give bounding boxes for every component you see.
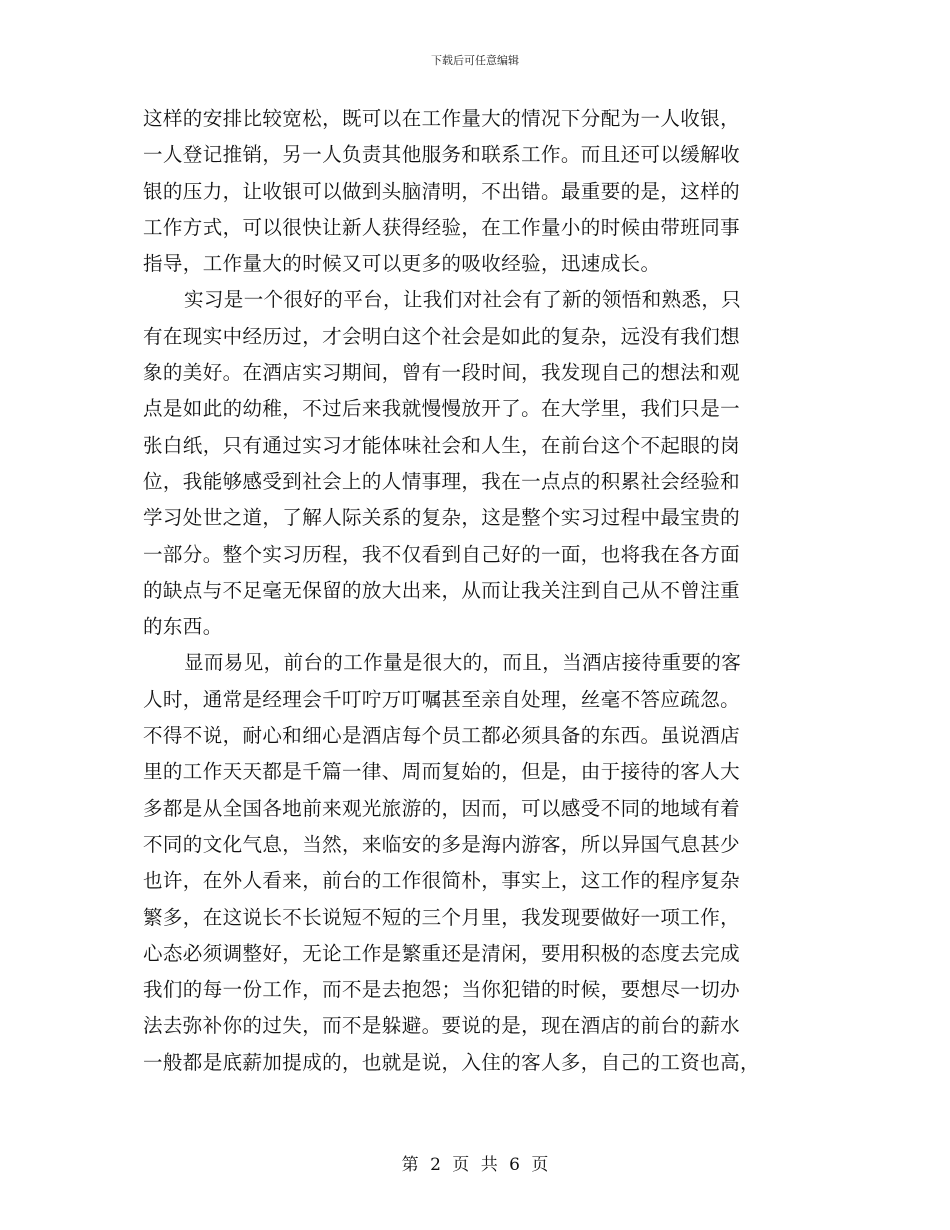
text-line: 工作方式，可以很快让新人获得经验，在工作量小的时候由带班同事	[143, 215, 741, 239]
text-line: 法去弥补你的过失，而不是躲避。要说的是，现在酒店的前台的薪水	[143, 1014, 741, 1038]
text-line: 的东西。	[143, 615, 223, 639]
text-line: 人时，通常是经理会千叮咛万叮嘱甚至亲自处理，丝毫不答应疏忽。	[143, 687, 741, 711]
page-number-footer: 第 2 页 共 6 页	[401, 1155, 549, 1175]
text-line: 实习是一个很好的平台，让我们对社会有了新的领悟和熟悉，只	[184, 288, 742, 312]
text-line: 一部分。整个实习历程，我不仅看到自己好的一面，也将我在各方面	[143, 542, 741, 566]
page-header: 下载后可任意编辑	[431, 54, 519, 67]
text-line: 一般都是底薪加提成的，也就是说，入住的客人多，自己的工资也高，	[143, 1050, 760, 1074]
text-line: 心态必须调整好，无论工作是繁重还是清闲，要用积极的态度去完成	[143, 941, 741, 965]
text-line: 这样的安排比较宽松，既可以在工作量大的情况下分配为一人收银，	[143, 107, 741, 130]
document-body	[143, 101, 813, 1081]
text-line: 张白纸，只有通过实习才能体味社会和人生，在前台这个不起眼的岗	[143, 433, 741, 457]
text-line: 不得不说，耐心和细心是酒店每个员工都必须具备的东西。虽说酒店	[143, 724, 741, 748]
text-line: 显而易见，前台的工作量是很大的，而且，当酒店接待重要的客	[184, 651, 742, 675]
text-line: 位，我能够感受到社会上的人情事理，我在一点点的积累社会经验和	[143, 469, 741, 493]
text-line: 多都是从全国各地前来观光旅游的，因而，可以感受不同的地域有着	[143, 796, 741, 820]
text-line: 的缺点与不足毫无保留的放大出来，从而让我关注到自己从不曾注重	[143, 578, 741, 602]
text-line: 也许，在外人看来，前台的工作很简朴，事实上，这工作的程序复杂	[143, 869, 741, 893]
text-line: 象的美好。在酒店实习期间，曾有一段时间，我发现自己的想法和观	[143, 361, 741, 385]
text-line: 繁多，在这说长不长说短不短的三个月里，我发现要做好一项工作，	[143, 905, 741, 929]
text-line: 里的工作天天都是千篇一律、周而复始的，但是，由于接待的客人大	[143, 760, 741, 784]
paragraph	[143, 282, 813, 645]
text-line: 有在现实中经历过，才会明白这个社会是如此的复杂，远没有我们想	[143, 324, 741, 348]
text-line: 我们的每一份工作，而不是去抱怨；当你犯错的时候，要想尽一切办	[143, 978, 741, 1002]
paragraph	[143, 645, 813, 1081]
text-line: 一人登记推销，另一人负责其他服务和联系工作。而且还可以缓解收	[143, 143, 741, 167]
text-line: 不同的文化气息，当然，来临安的多是海内游客，所以异国气息甚少	[143, 832, 741, 856]
paragraph	[143, 101, 813, 282]
text-line: 点是如此的幼稚，不过后来我就慢慢放开了。在大学里，我们只是一	[143, 397, 741, 421]
text-line: 银的压力，让收银可以做到头脑清明，不出错。最重要的是，这样的	[143, 179, 741, 203]
text-line: 学习处世之道，了解人际关系的复杂，这是整个实习过程中最宝贵的	[143, 506, 741, 530]
text-line: 指导，工作量大的时候又可以更多的吸收经验，迅速成长。	[143, 252, 661, 276]
